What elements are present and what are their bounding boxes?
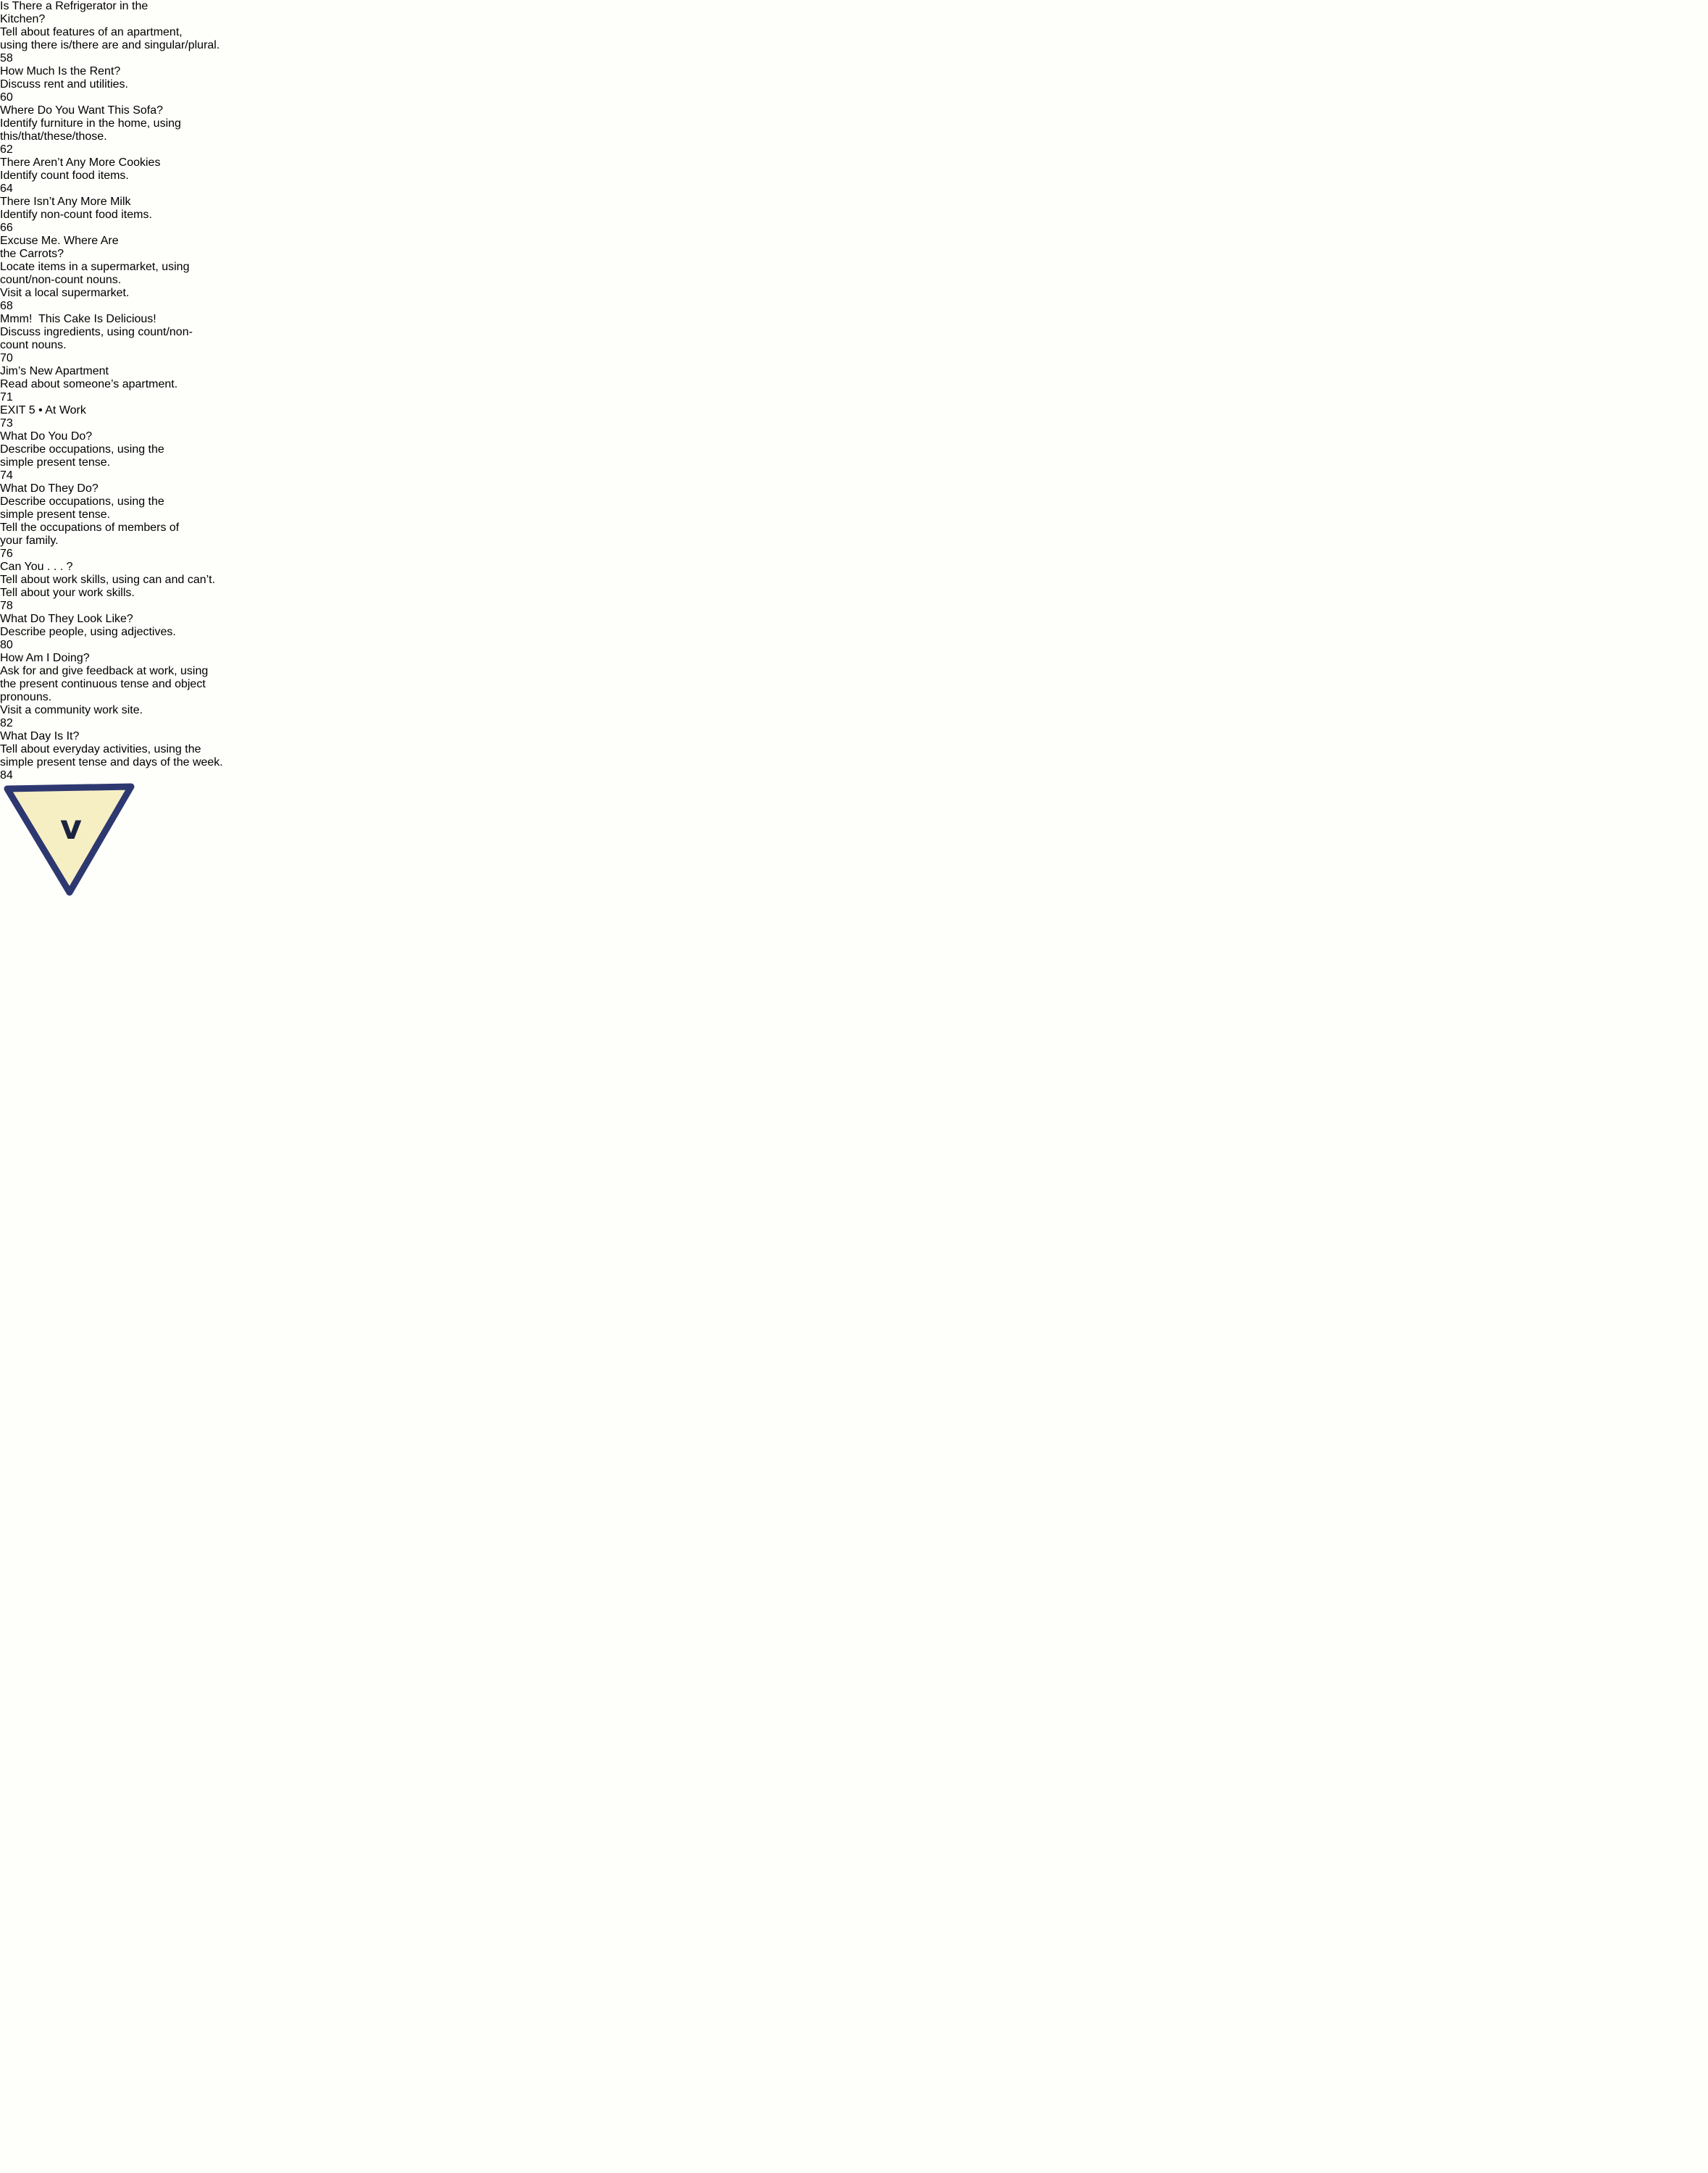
entry-description-line: Ask for and give feedback at work, using — [0, 665, 209, 677]
entry-description — [0, 665, 1708, 717]
toc-entries-before-banner — [0, 0, 1708, 404]
toc-entry — [0, 613, 1708, 652]
entry-description — [0, 495, 1708, 548]
entry-page-number: 78 — [0, 600, 13, 612]
entry-page-number: 60 — [0, 91, 13, 104]
entry-description-line: Identify furniture in the home, using — [0, 117, 181, 130]
entry-description-line: count nouns. — [0, 339, 67, 351]
toc-entry — [0, 313, 1708, 365]
entry-description-line: the present continuous tense and object — [0, 678, 206, 690]
entry-description-line: simple present tense. — [0, 508, 111, 521]
toc-entry — [0, 730, 1708, 782]
entry-title-line: Can You . . . ? — [0, 561, 73, 573]
entry-title — [0, 730, 1708, 743]
entry-description-line: Discuss rent and utilities. — [0, 78, 128, 91]
entry-description-line: count/non-count nouns. — [0, 274, 122, 286]
exit-banner-sign — [0, 404, 1708, 430]
toc-entry — [0, 561, 1708, 613]
toc-entry — [0, 365, 1708, 404]
entry-title — [0, 313, 1708, 326]
toc-entry — [0, 156, 1708, 196]
entry-description-line: simple present tense. — [0, 456, 111, 469]
entry-description-line: Tell about your work skills. — [0, 587, 135, 599]
entry-description-line: Identify count food items. — [0, 169, 129, 182]
entry-title — [0, 0, 1708, 26]
entry-page-number: 82 — [0, 717, 13, 729]
toc-entry — [0, 104, 1708, 156]
entry-title — [0, 104, 1708, 117]
entry-title-line: Mmm! This Cake Is Delicious! — [0, 313, 156, 325]
entry-description-line: Identify non-count food items. — [0, 209, 152, 221]
entry-description-line: Tell about work skills, using can and can’t. — [0, 574, 216, 586]
entry-title-line: the Carrots? — [0, 248, 64, 260]
entry-description-line: Describe occupations, using the — [0, 495, 164, 508]
entry-title-line: What Day Is It? — [0, 730, 80, 742]
entry-description — [0, 743, 1708, 769]
entry-title-line: Is There a Refrigerator in the — [0, 0, 148, 12]
entry-page-number: 62 — [0, 143, 13, 156]
entry-title-line: What Do They Look Like? — [0, 613, 133, 625]
entry-title-line: There Isn’t Any More Milk — [0, 196, 131, 208]
entry-description-line: Tell about features of an apartment, — [0, 26, 183, 38]
toc-entry — [0, 235, 1708, 313]
entry-page-number: 66 — [0, 222, 13, 234]
exit-banner-wrap — [0, 404, 1708, 430]
entry-description-line: Tell the occupations of members of — [0, 522, 180, 534]
entry-page-number: 71 — [0, 391, 13, 403]
entry-description — [0, 326, 1708, 352]
entry-page-number: 64 — [0, 183, 13, 195]
entry-page-number: 68 — [0, 300, 13, 312]
entry-description-line: using there is/there are and singular/plural. — [0, 39, 220, 51]
entry-page-number: 76 — [0, 548, 13, 560]
entry-title — [0, 196, 1708, 209]
entry-description-line: Tell about everyday activities, using the — [0, 743, 201, 755]
entry-title-line: What Do You Do? — [0, 430, 93, 443]
exit-banner-title-group — [0, 404, 1708, 417]
entry-description-line: Visit a local supermarket. — [0, 287, 130, 299]
entry-title — [0, 561, 1708, 574]
entry-description-line: Read about someone’s apartment. — [0, 378, 178, 390]
entry-description-line: your family. — [0, 535, 59, 547]
entry-description — [0, 443, 1708, 469]
exit-label: EXIT 5 — [0, 404, 35, 416]
entry-description-line: Locate items in a supermarket, using — [0, 261, 190, 273]
entry-description — [0, 626, 1708, 639]
entry-title-line: Where Do You Want This Sofa? — [0, 104, 164, 117]
yield-triangle — [0, 782, 1708, 902]
toc-entry — [0, 652, 1708, 730]
entry-description-line: Visit a community work site. — [0, 704, 143, 716]
entry-description — [0, 117, 1708, 143]
entry-page-number: 58 — [0, 52, 13, 64]
bullet-separator-icon: • — [38, 404, 43, 416]
toc-entry — [0, 482, 1708, 561]
entry-description — [0, 169, 1708, 183]
entry-description-line: Discuss ingredients, using count/non- — [0, 326, 193, 338]
entry-description-line: this/that/these/those. — [0, 130, 107, 143]
exit-section-title: At Work — [45, 404, 86, 416]
entry-page-number: 80 — [0, 639, 13, 651]
entry-title-line: How Much Is the Rent? — [0, 65, 121, 78]
entry-title-line: How Am I Doing? — [0, 652, 90, 664]
entry-page-number: 74 — [0, 469, 13, 482]
entry-title-line: Jim’s New Apartment — [0, 365, 109, 377]
toc-entry — [0, 0, 1708, 65]
entry-title — [0, 613, 1708, 626]
entry-description-line: Describe occupations, using the — [0, 443, 164, 456]
entry-description — [0, 574, 1708, 600]
exit-banner-page-number: 73 — [0, 417, 13, 430]
entry-description — [0, 78, 1708, 91]
entry-title-line: What Do They Do? — [0, 482, 99, 495]
entry-title — [0, 65, 1708, 78]
entry-description — [0, 378, 1708, 391]
entry-description-line: Describe people, using adjectives. — [0, 626, 176, 638]
entry-title-line: Excuse Me. Where Are — [0, 235, 119, 247]
toc-entry — [0, 430, 1708, 482]
table-of-contents — [0, 0, 1708, 782]
entry-description-line: simple present tense and days of the week. — [0, 756, 223, 769]
entry-description — [0, 26, 1708, 52]
entry-title-line: There Aren’t Any More Cookies — [0, 156, 161, 169]
entry-page-number: 70 — [0, 352, 13, 364]
toc-entry — [0, 196, 1708, 235]
footer-page-number: v — [60, 808, 82, 847]
entry-title — [0, 235, 1708, 261]
entry-page-number: 84 — [0, 769, 13, 782]
entry-title — [0, 430, 1708, 443]
entry-title-line: Kitchen? — [0, 13, 46, 25]
entry-title — [0, 365, 1708, 378]
entry-title — [0, 482, 1708, 495]
entry-description-line: pronouns. — [0, 691, 52, 703]
entry-description — [0, 209, 1708, 222]
toc-entry — [0, 65, 1708, 104]
entry-title — [0, 156, 1708, 169]
entry-title — [0, 652, 1708, 665]
entry-description — [0, 261, 1708, 300]
signpost-pole — [99, 101, 140, 2160]
toc-entries-after-banner — [0, 430, 1708, 782]
